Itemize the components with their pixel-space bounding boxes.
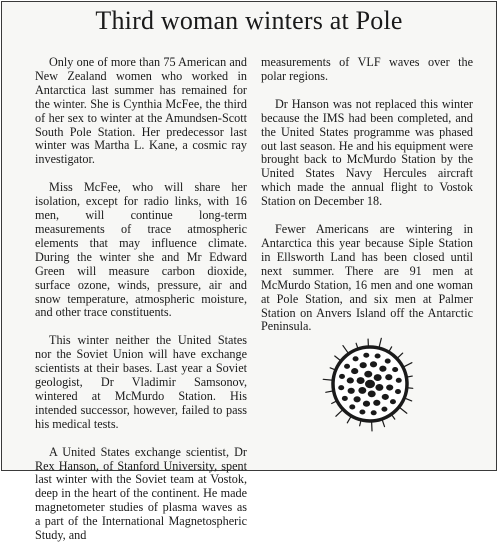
radiolarian-pore <box>348 388 355 394</box>
radiolarian-pore <box>379 366 386 372</box>
radiolarian-pore <box>371 410 377 415</box>
paragraph-4-continued: measurements of VLF waves over the polar regions. <box>261 56 473 84</box>
radiolarian-pore <box>381 407 387 412</box>
radiolarian-pore <box>390 399 396 404</box>
radiolarian-pore <box>338 385 344 390</box>
right-column <box>261 56 473 348</box>
paragraph-1: Only one of more than 75 American and New Zealand women who worked in Antarctica last summer has remained for the winter. She is Cynthia McFee, the third of her sex to winter at the Amundsen-Scott South Pole Station. Her predecessor last winter was Martha L. Kane, a cosmic ray investigator. <box>35 56 247 167</box>
radiolarian-pore <box>357 377 365 384</box>
radiolarian-pore <box>358 387 366 394</box>
paragraph-6: Fewer Americans are wintering in Antarctica this year because Siple Station in Ellsworth Land has been closed until next summer. There are 91 men at McMurdo Station, 16 men and one woman at Pole Station, and six men at Palmer Station on Anvers Island off the Antarctic Peninsula. <box>261 223 473 334</box>
paragraph-2: Miss McFee, who will share her isolation, except for radio links, with 16 men, will continue long-term measurements of trace atmospheric elements that may influence climate. During the winter she and Mr Edward Green will measure carbon dioxide, surface ozone, winds, pressure, air and snow temperature, atmospheric moisture, and other trace constituents. <box>35 181 247 320</box>
radiolarian-pore <box>368 390 376 397</box>
radiolarian-pore <box>385 358 391 363</box>
radiolarian-pore <box>363 401 370 407</box>
radiolarian-pore <box>386 384 393 390</box>
radiolarian-pore <box>363 353 369 358</box>
radiolarian-pore <box>339 374 345 379</box>
radiolarian-pore <box>351 368 358 374</box>
radiolarian-pore <box>349 404 355 409</box>
radiolarian-pore <box>373 400 380 406</box>
radiolarian-pore <box>392 367 398 372</box>
paragraph-3: This winter neither the United States nor the Soviet Union will have exchange scientists at their bases. Last year a Soviet geologist, Dr Vladimir Samsonov, wintered at McMurdo Station. His intended successor, however, failed to pass his medical tests. <box>35 334 247 431</box>
radiolarian-pore <box>364 371 372 378</box>
radiolarian-pore <box>375 353 381 358</box>
radiolarian-pore <box>396 378 402 383</box>
left-column <box>35 56 247 557</box>
article-headline: Third woman winters at Pole <box>2 6 496 36</box>
radiolarian-pore <box>370 361 377 367</box>
newsletter-page <box>1 1 497 471</box>
radiolarian-pore <box>344 364 350 369</box>
radiolarian-pore <box>365 380 375 389</box>
radiolarian-pore <box>354 396 361 402</box>
radiolarian-pore <box>382 394 389 400</box>
radiolarian-pore <box>353 356 359 361</box>
paragraph-5: Dr Hanson was not replaced this winter because the IMS had been completed, and the United States programme was phased out last season. He and his equipment were brought back to McMurdo Station by the United States Navy Hercules aircraft which made the annual flight to Vostok Station on December 18. <box>261 98 473 209</box>
radiolarian-pore <box>385 374 392 380</box>
radiolarian-pore <box>360 362 367 368</box>
radiolarian-pore <box>342 396 348 401</box>
radiolarian-illustration <box>320 334 420 434</box>
radiolarian-pore <box>359 409 365 414</box>
paragraph-4: A United States exchange scientist, Dr Rex Hanson, of Stanford University, spent last winter with the Soviet team at Vostok, deep in the heart of the continent. He made magnetometer studies of plasma waves as a part of the International Magnetospheric Study, and <box>35 446 247 543</box>
radiolarian-pore <box>347 377 354 383</box>
radiolarian-pore <box>374 374 382 381</box>
radiolarian-pore <box>375 384 383 391</box>
radiolarian-pore <box>395 389 401 394</box>
